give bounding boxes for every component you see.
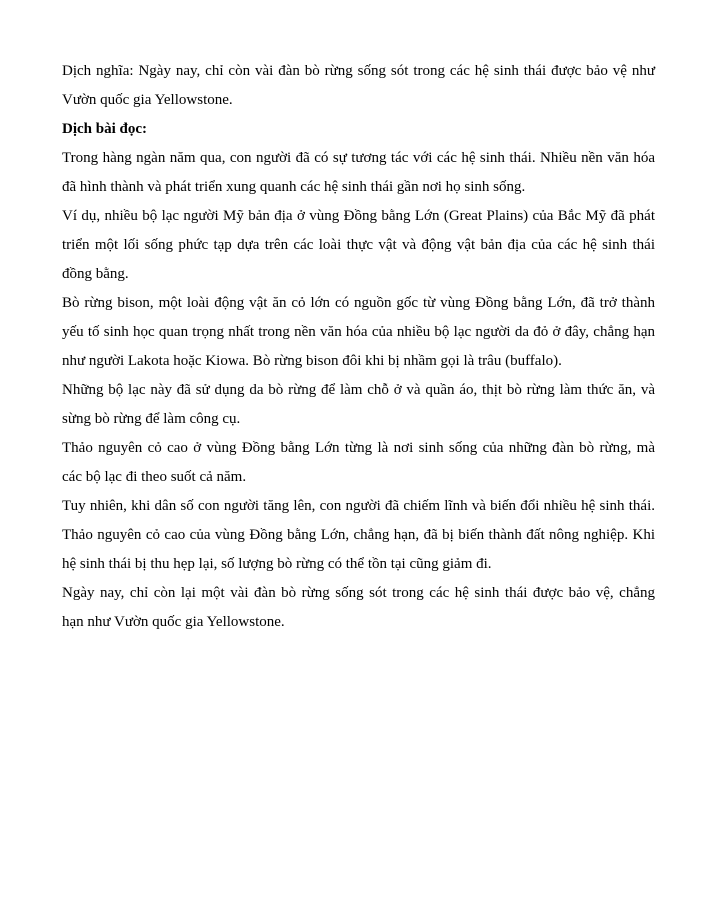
text-line: yếu tố sinh học quan trọng nhất trong nền văn hóa của nhiều bộ lạc người da đỏ ở đây, chẳng hạn — [62, 324, 655, 340]
text-line: Dịch nghĩa: Ngày nay, chỉ còn vài đàn bò rừng sống sót trong các hệ sinh thái được bảo vệ như — [62, 63, 655, 79]
text-line: Trong hàng ngàn năm qua, con người đã có sự tương tác với các hệ sinh thái. Nhiều nền văn hóa — [62, 150, 655, 166]
paragraph — [62, 579, 655, 637]
text-line: triển một lối sống phức tạp dựa trên các loài thực vật và động vật bản địa của các hệ sinh thái — [62, 237, 655, 253]
text-line: Thảo nguyên cỏ cao ở vùng Đồng bằng Lớn từng là nơi sinh sống của những đàn bò rừng, mà — [62, 440, 655, 456]
text-line: hạn như Vườn quốc gia Yellowstone. — [62, 614, 285, 630]
paragraph — [62, 202, 655, 289]
text-line: hệ sinh thái bị thu hẹp lại, số lượng bò rừng có thể tồn tại cũng giảm đi. — [62, 556, 492, 572]
text-line: sừng bò rừng để làm công cụ. — [62, 411, 241, 427]
text-line: như người Lakota hoặc Kiowa. Bò rừng bison đôi khi bị nhầm gọi là trâu (buffalo). — [62, 353, 562, 369]
text-line: Vườn quốc gia Yellowstone. — [62, 92, 233, 108]
text-line: đồng bằng. — [62, 266, 129, 282]
text-line: các bộ lạc đi theo suốt cả năm. — [62, 469, 247, 485]
paragraph — [62, 115, 655, 144]
text-line: Ví dụ, nhiều bộ lạc người Mỹ bản địa ở vùng Đồng bằng Lớn (Great Plains) của Bắc Mỹ đã phát — [62, 208, 655, 224]
text-line: Ngày nay, chỉ còn lại một vài đàn bò rừng sống sót trong các hệ sinh thái được bảo vệ, chẳng — [62, 585, 655, 601]
text-line: đã hình thành và phát triển xung quanh các hệ sinh thái gần nơi họ sinh sống. — [62, 179, 526, 195]
paragraph — [62, 289, 655, 376]
paragraph — [62, 57, 655, 115]
paragraph — [62, 434, 655, 492]
text-line: Tuy nhiên, khi dân số con người tăng lên, con người đã chiếm lĩnh và biến đổi nhiều hệ sinh thái. — [62, 498, 655, 514]
paragraph — [62, 144, 655, 202]
document-page — [62, 57, 655, 637]
paragraph — [62, 492, 655, 579]
text-line: Thảo nguyên cỏ cao của vùng Đồng bằng Lớn, chẳng hạn, đã bị biến thành đất nông nghiệp. Khi — [62, 527, 655, 543]
text-line: Dịch bài đọc: — [62, 121, 148, 137]
text-line: Bò rừng bison, một loài động vật ăn cỏ lớn có nguồn gốc từ vùng Đồng bằng Lớn, đã trở thành — [62, 295, 655, 311]
text-line: Những bộ lạc này đã sử dụng da bò rừng để làm chỗ ở và quần áo, thịt bò rừng làm thức ăn, và — [62, 382, 655, 398]
paragraph — [62, 376, 655, 434]
